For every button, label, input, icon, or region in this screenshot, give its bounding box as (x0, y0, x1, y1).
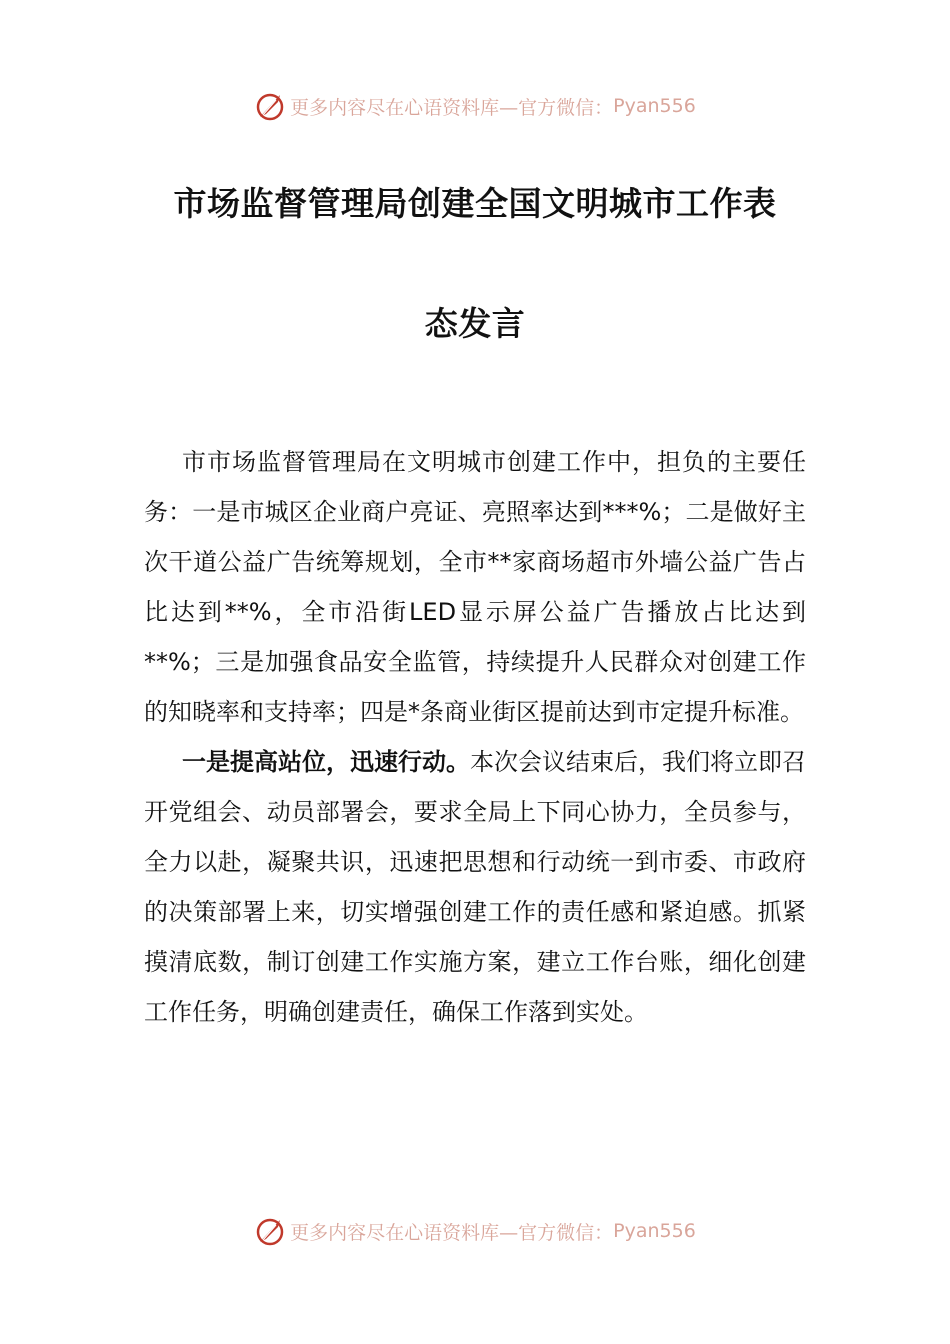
banner-wechat-id: Pyan556 (613, 95, 696, 117)
quill-logo-icon (254, 1215, 286, 1247)
quill-logo-icon (254, 90, 286, 122)
paragraph-first-point-body: 本次会议结束后，我们将立即召开党组会、动员部署会，要求全局上下同心协力，全员参与，全力以赴，凝聚共识，迅速把思想和行动统一到市委、市政府的决策部署上来，切实增强创建工作的责任感和紧迫感。抓紧摸清底数，制订创建工作实施方案，建立工作台账，细化创建工作任务，明确创建责任，确保工作落到实处。 (144, 748, 806, 1026)
paragraph-intro: 市市场监督管理局在文明城市创建工作中，担负的主要任务：一是市城区企业商户亮证、亮照率达到***%；二是做好主次干道公益广告统筹规划，全市**家商场超市外墙公益广告占比达到**%，全市沿街LED显示屏公益广告播放占比达到**%；三是加强食品安全监管，持续提升人民群众对创建工作的知晓率和支持率；四是*条商业街区提前达到市定提升标准。 (144, 448, 806, 726)
header-banner (0, 86, 950, 126)
banner-wechat-id: Pyan556 (613, 1220, 696, 1242)
document-body (144, 437, 806, 1037)
footer-banner (0, 1211, 950, 1251)
paragraph-first-point (144, 737, 806, 1037)
document-title-line-2: 态发言 (424, 304, 526, 343)
document-title-line-1: 市场监督管理局创建全国文明城市工作表 (173, 184, 777, 223)
banner-slogan: 更多内容尽在心语资料库—官方微信： (290, 1221, 614, 1244)
paragraph-first-point-heading: 一是提高站位，迅速行动。 (182, 748, 470, 776)
banner-slogan: 更多内容尽在心语资料库—官方微信： (290, 96, 614, 119)
